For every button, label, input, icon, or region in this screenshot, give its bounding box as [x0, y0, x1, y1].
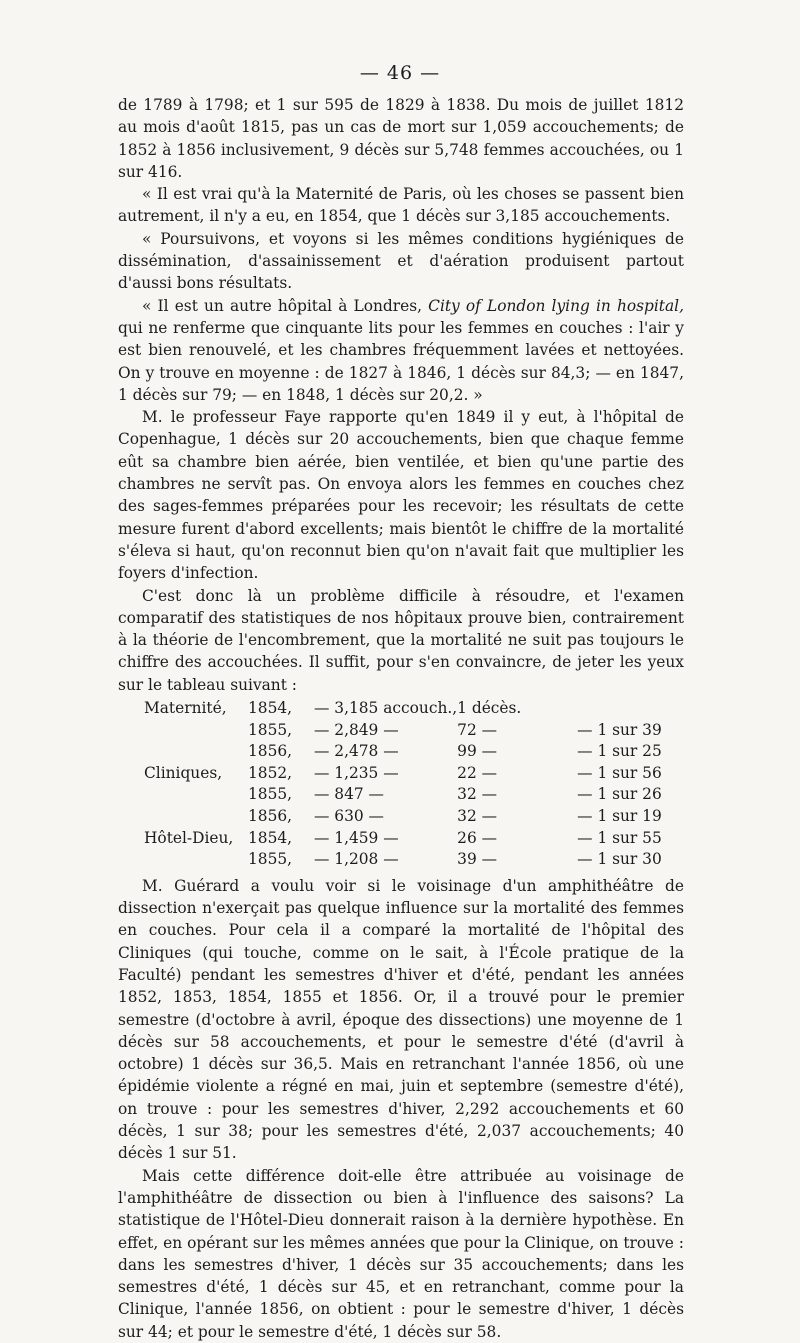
paragraph: « Il est vrai qu'à la Maternité de Paris, où les choses se passent bien autrement, il n'y a eu, en 1854, que 1 décès sur 3,185 accouchements. — [118, 185, 684, 226]
cell-year: 1854, — [248, 828, 293, 847]
cell-deces: 26 — — [457, 828, 498, 847]
table-row — [144, 784, 667, 806]
cell-institution: Maternité, — [144, 699, 227, 718]
paragraph: « Poursuivons, et voyons si les mêmes conditions hygiéniques de dissémination, d'assainissement et d'aération produisent partout d'aussi bons résultats. — [118, 229, 684, 293]
cell-accouchements: — 1,459 — — [314, 828, 399, 847]
paragraph-london — [118, 295, 684, 406]
table-row — [144, 763, 667, 785]
cell-accouchements: — 630 — — [314, 806, 384, 825]
cell-institution — [144, 784, 248, 806]
cell-year: 1854, — [248, 699, 293, 718]
cell-institution: Cliniques, — [144, 763, 223, 782]
cell-deces: 99 — — [457, 742, 498, 761]
cell-ratio — [577, 698, 667, 720]
cell-accouchements: — 2,478 — — [314, 742, 399, 761]
cell-ratio: — 1 sur 25 — [577, 742, 662, 761]
cell-year: 1856, — [248, 806, 293, 825]
cell-deces: 72 — — [457, 720, 498, 739]
paragraph: C'est donc là un problème difficile à résoudre, et l'examen comparatif des statistiques de nos hôpitaux prouve bien, contrairement à la théorie de l'encombrement, que la mortalité ne suit pas toujours le chiffre des accouchées. Il suffit, pour s'en convaincre, de jeter les yeux sur le tableau suivant : — [118, 586, 684, 694]
paragraph: de 1789 à 1798; et 1 sur 595 de 1829 à 1838. Du mois de juillet 1812 au mois d'août 1815, pas un cas de mort sur 1,059 accouchements; de 1852 à 1856 inclusivement, 9 décès sur 5,748 femmes accouchées, ou 1 sur 416. — [118, 96, 684, 181]
cell-ratio: — 1 sur 56 — [577, 763, 662, 782]
cell-year: 1855, — [248, 720, 293, 739]
table-row — [144, 849, 667, 871]
cell-year: 1855, — [248, 785, 293, 804]
body-text — [118, 94, 684, 1343]
cell-accouchements: — 1,235 — — [314, 763, 399, 782]
table-row — [144, 806, 667, 828]
cell-accouchements: — 2,849 — — [314, 720, 399, 739]
paragraph-london-after: qui ne renferme que cinquante lits pour les femmes en couches : l'air y est bien renouvelé, et les chambres fréquemment lavées et nettoyées. On y trouve en moyenne : de 1827 à 1846, 1 décès sur 84,3; — en 1847, 1 décès sur 79; — en 1848, 1 décès sur 20,2. » — [118, 318, 684, 404]
table-row — [144, 720, 667, 742]
cell-institution — [144, 806, 248, 828]
paragraph: Mais cette différence doit-elle être attribuée au voisinage de l'amphithéâtre de dissection ou bien à l'influence des saisons? La statistique de l'Hôtel-Dieu donnerait raison à la dernière hypothèse. En effet, en opérant sur les mêmes années que pour la Clinique, on trouve : dans les semestres d'hiver, 1 décès sur 35 accouchements; dans les semestres d'été, 1 décès sur 45, et en retranchant, comme pour la Clinique, l'année 1856, on obtient : pour le semestre d'hiver, 1 décès sur 44; et pour le semestre d'été, 1 décès sur 58. — [118, 1166, 684, 1341]
cell-deces: 32 — — [457, 806, 498, 825]
cell-accouchements: — 3,185 accouch., — [314, 699, 458, 718]
cell-deces: 39 — — [457, 850, 498, 869]
cell-accouchements: — 847 — — [314, 785, 384, 804]
cell-deces: 22 — — [457, 763, 498, 782]
cell-deces: 1 décès. — [457, 699, 522, 718]
cell-ratio: — 1 sur 55 — [577, 828, 662, 847]
cell-accouchements: — 1,208 — — [314, 850, 399, 869]
cell-year: 1855, — [248, 850, 293, 869]
paragraph: M. Guérard a voulu voir si le voisinage d'un amphithéâtre de dissection n'exerçait pas quelque influence sur la mortalité des femmes en couches. Pour cela il a comparé la mortalité de l'hôpital des Cliniques (qui touche, comme on le sait, à l'École pratique de la Faculté) pendant les semestres d'hiver et d'été, pendant les années 1852, 1853, 1854, 1855 et 1856. Or, il a trouvé pour le premier semestre (d'octobre à avril, époque des dissections) une moyenne de 1 décès sur 58 accouchements, et pour le semestre d'été (d'avril à octobre) 1 décès sur 36,5. Mais en retranchant l'année 1856, où une épidémie violente a régné en mai, juin et septembre (semestre d'été), on trouve : pour les semestres d'hiver, 2,292 accouchements et 60 décès, 1 sur 38; pour les semestres d'été, 2,037 accouchements; 40 décès 1 sur 51. — [118, 876, 684, 1163]
cell-ratio: — 1 sur 39 — [577, 720, 662, 739]
paragraph-london-before: « Il est un autre hôpital à Londres, — [142, 296, 429, 315]
table-row — [144, 698, 667, 720]
cell-deces: 32 — — [457, 785, 498, 804]
cell-ratio: — 1 sur 26 — [577, 785, 662, 804]
hospital-name: City of London lying in hospital, — [428, 296, 684, 315]
cell-institution — [144, 720, 248, 742]
statistics-table — [144, 698, 667, 871]
cell-institution — [144, 849, 248, 871]
cell-ratio: — 1 sur 30 — [577, 850, 662, 869]
paragraph: M. le professeur Faye rapporte qu'en 1849 il y eut, à l'hôpital de Copenhague, 1 décès sur 20 accouchements, bien que chaque femme eût sa chambre bien aérée, bien ventilée, et bien qu'une partie des chambres ne servît pas. On envoya alors les femmes en couches chez des sages-femmes préparées pour les recevoir; les résultats de cette mesure furent d'abord excellents; mais bientôt le chiffre de la mortalité s'éleva si haut, qu'on reconnut bien qu'on n'avait fait que multiplier les foyers d'infection. — [118, 408, 684, 583]
cell-institution — [144, 741, 248, 763]
table-row — [144, 741, 667, 763]
cell-year: 1856, — [248, 742, 293, 761]
table-row — [144, 828, 667, 850]
cell-institution: Hôtel-Dieu, — [144, 828, 234, 847]
cell-ratio: — 1 sur 19 — [577, 806, 662, 825]
cell-year: 1852, — [248, 763, 293, 782]
page-number: — 46 — — [359, 62, 441, 84]
